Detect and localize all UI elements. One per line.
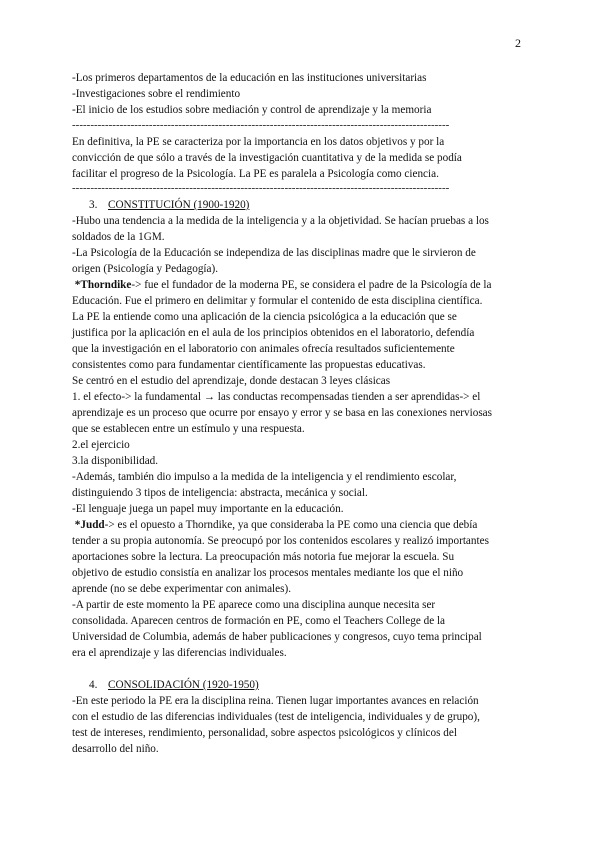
paragraph-line: consistentes como para fundamentar científicamente las propuestas educativas.	[72, 359, 426, 371]
section-number: 4.	[89, 679, 98, 691]
paragraph-line: -En este periodo la PE era la disciplina reina. Tienen lugar importantes avances en relación	[72, 695, 479, 707]
paragraph-line: Universidad de Columbia, además de haber publicaciones y congresos, cuyo tema principal	[72, 631, 482, 643]
page-number: 2	[515, 36, 521, 50]
author-name: *Thorndike	[74, 279, 132, 291]
paragraph-line: origen (Psicología y Pedagogía).	[72, 263, 219, 275]
separator-line: -------------------------------------------------------------------------------------------------------	[72, 183, 450, 193]
summary-line: convicción de que sólo a través de la investigación cuantitativa y de la medida se podía	[72, 152, 462, 164]
paragraph-line: aprende (no se debe experimentar con animales).	[72, 583, 291, 595]
paragraph-line: -El lenguaje juega un papel muy importante en la educación.	[72, 503, 344, 515]
paragraph-line: Educación. Fue el primero en delimitar y formular el contenido de esta disciplina científica.	[72, 295, 483, 307]
paragraph-line: aprendizaje es un proceso que ocurre por ensayo y error y se basa en las conexiones nerviosas	[72, 407, 492, 419]
paragraph-line: soldados de la 1GM.	[72, 231, 165, 243]
paragraph-line: La PE la entiende como una aplicación de la ciencia psicológica a la educación que se	[72, 311, 457, 323]
paragraph-line: -A partir de este momento la PE aparece como una disciplina aunque necesita ser	[72, 599, 436, 611]
author-text: -> es el opuesto a Thorndike, ya que consideraba la PE como una ciencia que debía	[104, 519, 478, 531]
section-heading	[72, 197, 528, 213]
paragraph-line: -Además, también dio impulso a la medida de la inteligencia y el rendimiento escolar,	[72, 471, 457, 483]
paragraph-line: 1. el efecto-> la fundamental → las conductas recompensadas tienden a ser aprendidas-> el	[72, 391, 481, 403]
intro-line: -Los primeros departamentos de la educación en las instituciones universitarias	[72, 72, 427, 84]
section-title: CONSOLIDACIÓN (1920-1950)	[108, 679, 259, 691]
paragraph-line: -Hubo una tendencia a la medida de la inteligencia y a la objetividad. Se hacían pruebas a los	[72, 215, 489, 227]
section-title: CONSTITUCIÓN (1900-1920)	[108, 199, 250, 211]
paragraph-line: -La Psicología de la Educación se independiza de las disciplinas madre que le sirvieron de	[72, 247, 476, 259]
paragraph-line: que se establecen entre un estímulo y una respuesta.	[72, 423, 305, 435]
summary-line: En definitiva, la PE se caracteriza por la importancia en los datos objetivos y por la	[72, 136, 445, 148]
paragraph-line: tender a su propia autonomía. Se preocupó por los contenidos escolares y realizó importantes	[72, 535, 489, 547]
author-text: -> fue el fundador de la moderna PE, se considera el padre de la Psicología de la	[131, 279, 492, 291]
summary-line: facilitar el progreso de la Psicología. La PE es paralela a Psicología como ciencia.	[72, 168, 439, 180]
paragraph-line: desarrollo del niño.	[72, 743, 159, 755]
section-heading	[72, 677, 528, 693]
section-number: 3.	[89, 199, 98, 211]
paragraph-line: test de intereses, rendimiento, personalidad, sobre aspectos psicológicos y clínicos del	[72, 727, 457, 739]
paragraph-line	[72, 277, 528, 293]
document-body	[72, 70, 528, 757]
intro-line: -El inicio de los estudios sobre mediación y control de aprendizaje y la memoria	[72, 104, 432, 116]
paragraph-line: distinguiendo 3 tipos de inteligencia: abstracta, mecánica y social.	[72, 487, 368, 499]
paragraph-line: consolidada. Aparecen centros de formación en PE, como el Teachers College de la	[72, 615, 446, 627]
paragraph-line: 3.la disponibilidad.	[72, 455, 159, 467]
paragraph-line: era el aprendizaje y las diferencias individuales.	[72, 647, 287, 659]
paragraph-line: aportaciones sobre la lectura. La preocupación más notoria fue mejorar la escuela. Su	[72, 551, 455, 563]
paragraph-line: objetivo de estudio consistía en analizar los procesos mentales mediante los que el niño	[72, 567, 464, 579]
paragraph-line	[72, 517, 528, 533]
paragraph-line: con el estudio de las diferencias individuales (test de inteligencia, individuales y de grupo),	[72, 711, 480, 723]
paragraph-line: que la investigación en el laboratorio con animales ofrecía resultados suficientemente	[72, 343, 455, 355]
author-name: *Judd	[74, 519, 105, 531]
paragraph-line: 2.el ejercicio	[72, 439, 130, 451]
separator-line: -------------------------------------------------------------------------------------------------------	[72, 120, 450, 130]
paragraph-line: Se centró en el estudio del aprendizaje, donde destacan 3 leyes clásicas	[72, 375, 391, 387]
blank-line	[72, 661, 528, 677]
paragraph-line: justifica por la aplicación en el aula de los principios obtenidos en el laboratorio, defendía	[72, 327, 475, 339]
intro-line: -Investigaciones sobre el rendimiento	[72, 88, 241, 100]
